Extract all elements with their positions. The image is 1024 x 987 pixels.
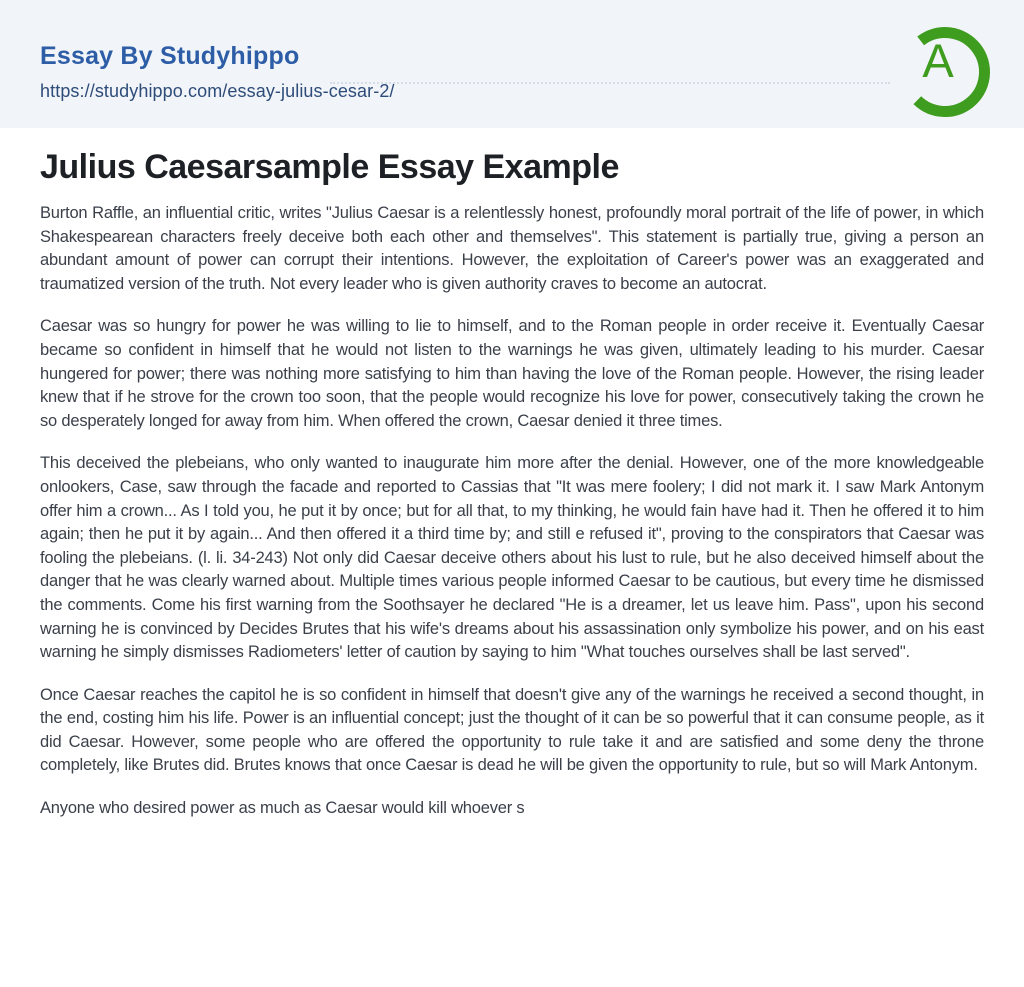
studyhippo-logo-icon (898, 25, 992, 119)
dotted-divider (330, 82, 890, 84)
essay-title: Julius Caesarsample Essay Example (40, 148, 619, 186)
site-header (0, 0, 1024, 128)
page-url-link[interactable]: https://studyhippo.com/essay-julius-cesar-2/ (40, 81, 395, 101)
site-title: Essay By Studyhippo (40, 42, 300, 70)
essay-paragraph-3: This deceived the plebeians, who only wanted to inaugurate him more after the denial. However, one of the more knowledgeable onlookers, Case, saw through the facade and reported to Cassias that "It was mere foolery; I did not mark it. I saw Mark Antonym offer him a crown... As I told you, he put it by once; but for all that, to my thinking, he would fain have had it. Then he offered it to him again; then he put it by again... And then offered it a third time by; and still e refused it", proving to the conspirators that Caesar was fooling the plebeians. (l. li. 34-243) Not only did Caesar deceive others about his lust to rule, but he also deceived himself about the danger that he was clearly warned about. Multiple times various people informed Caesar to be cautious, but every time he dismissed the comments. Come his first warning from the Soothsayer he declared "He is a dreamer, let us leave him. Pass", upon his second warning he is convinced by Decides Brutes that his wife's dreams about his assassination only symbolize his power, and on his east warning he simply dismisses Radiometers' letter of caution by saying to him "What touches ourselves shall be last served". (40, 454, 984, 662)
essay-paragraph-2: Caesar was so hungry for power he was willing to lie to himself, and to the Roman people in order receive it. Eventually Caesar became so confident in himself that he would not listen to the warnings he was given, ultimately leading to his murder. Caesar hungered for power; there was nothing more satisfying to him than having the love of the Roman people. However, the rising leader knew that if he strove for the crown too soon, that the people would recognize his love for power, consecutively taking the crown he so desperately longed for away from him. When offered the crown, Caesar denied it three times. (40, 317, 984, 430)
essay-paragraph-5-truncated: Anyone who desired power as much as Caesar would kill whoever s (40, 799, 525, 818)
essay-paragraph-4: Once Caesar reaches the capitol he is so confident in himself that doesn't give any of the warnings he received a second thought, in the end, costing him his life. Power is an influential concept; just the thought of it can be so powerful that it can consume people, as it did Caesar. However, some people who are offered the opportunity to rule take it and are satisfied and some deny the throne completely, like Brutes did. Brutes knows that once Caesar is dead he will be given the opportunity to rule, but so will Mark Antonym. (40, 685, 984, 775)
logo-letter: A (922, 34, 954, 87)
essay-article (0, 128, 1024, 821)
essay-paragraph-1: Burton Raffle, an influential critic, writes "Julius Caesar is a relentlessly honest, profoundly moral portrait of the life of power, in which Shakespearean characters freely deceive both each other and themselves". This statement is partially true, giving a person an abundant amount of power can corrupt their intentions. However, the exploitation of Career's power was an exaggerated and traumatized version of the truth. Not every leader who is given authority craves to become an autocrat. (40, 204, 984, 293)
logo-arc-icon (898, 25, 992, 119)
